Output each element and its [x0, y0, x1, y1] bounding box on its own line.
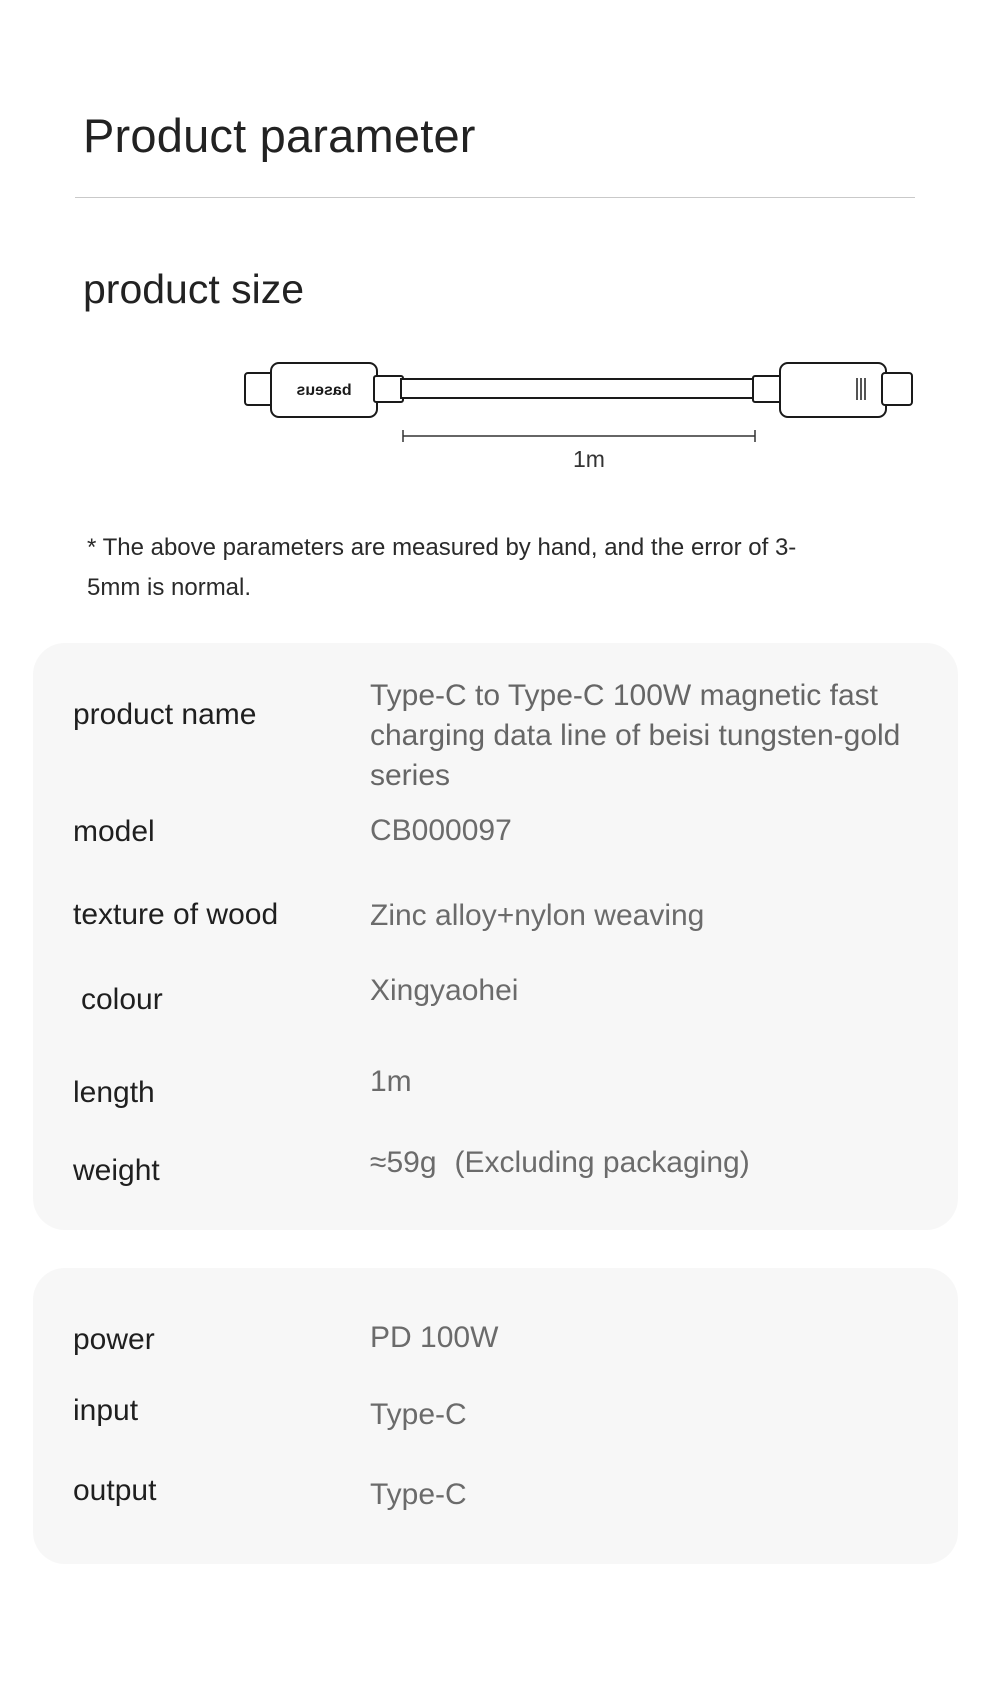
cable-body [401, 379, 756, 398]
right-connector-housing [780, 363, 886, 417]
power-label: power [73, 1323, 155, 1356]
power-value: PD 100W [370, 1321, 499, 1354]
length-label: length [73, 1076, 155, 1109]
model-value: CB000097 [370, 814, 512, 847]
length-value: 1m [370, 1065, 412, 1098]
colour-label: colour [81, 983, 163, 1016]
length-dimension-label: 1m [573, 446, 605, 472]
output-value: Type-C [370, 1478, 467, 1511]
right-strain-relief [753, 376, 782, 402]
product-name-value: Type-C to Type-C 100W magnetic fast charging data line of beisi tungsten-gold series [370, 679, 901, 792]
cable-brand-mark: baseus [296, 382, 352, 399]
section-title-product-size: product size [83, 266, 305, 312]
weight-note: (Excluding packaging) [454, 1146, 750, 1179]
weight-value-group [370, 1143, 950, 1183]
weight-label: weight [73, 1154, 160, 1187]
output-label: output [73, 1474, 157, 1507]
texture-label: texture of wood [73, 898, 279, 931]
left-strain-relief [374, 376, 403, 402]
electrical-panel [33, 1268, 958, 1564]
weight-value: ≈59g [370, 1146, 437, 1179]
right-connector-tip [882, 373, 912, 405]
texture-value: Zinc alloy+nylon weaving [370, 899, 705, 932]
cable-size-diagram [0, 0, 989, 480]
length-dimension-line [403, 430, 755, 442]
product-name-label: product name [73, 698, 257, 731]
page-title: Product parameter [83, 109, 476, 162]
model-label: model [73, 815, 155, 848]
colour-value: Xingyaohei [370, 974, 519, 1007]
input-value: Type-C [370, 1398, 467, 1431]
measurement-note: * The above parameters are measured by hand, and the error of 3-5mm is normal. [87, 534, 797, 601]
spec-panel [33, 643, 958, 1230]
input-label: input [73, 1394, 139, 1427]
